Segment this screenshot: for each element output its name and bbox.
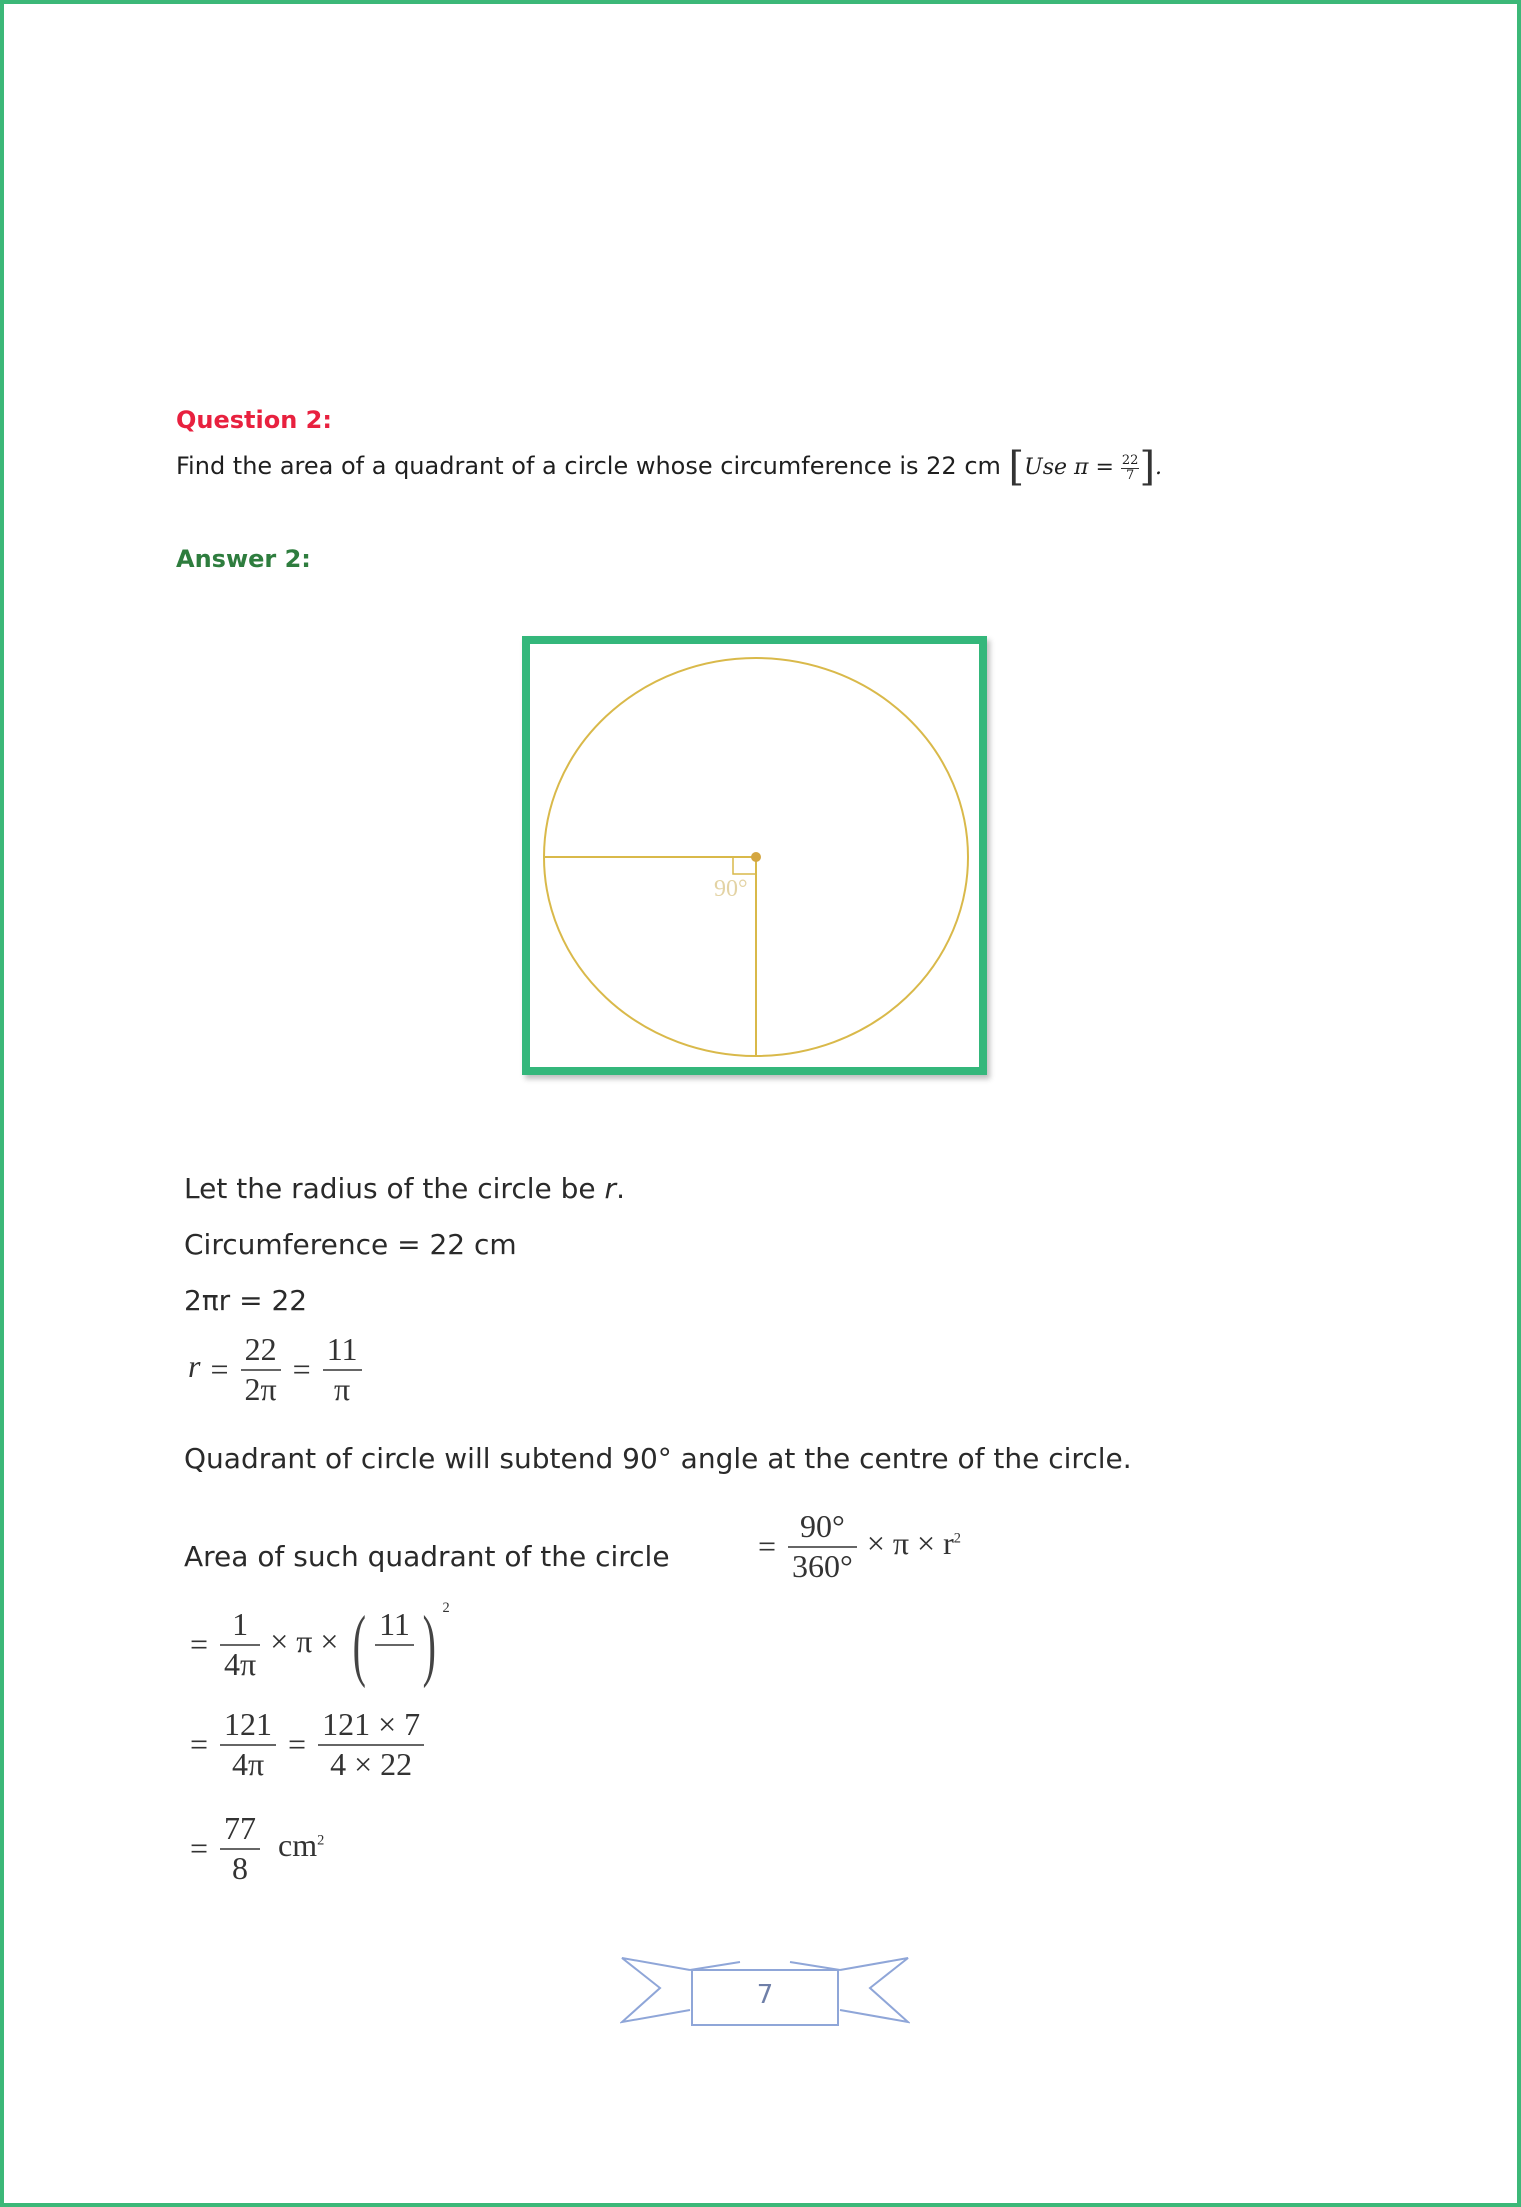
left-paren: ( <box>353 1600 367 1689</box>
radius-end: . <box>616 1172 625 1205</box>
exponent: 2 <box>953 1530 961 1547</box>
area-rest: × π × r <box>866 1524 954 1561</box>
solution-line-quadrant: Quadrant of circle will subtend 90° angle at the centre of the circle. <box>184 1442 1132 1475</box>
right-paren: ) <box>422 1600 436 1689</box>
hint-suffix: . <box>1155 455 1163 480</box>
denominator: 360° <box>792 1547 853 1584</box>
fraction-121x7-4x22 <box>318 1708 424 1781</box>
denominator: 4π <box>231 1745 265 1782</box>
area-step-2 <box>188 1708 426 1781</box>
question-text <box>176 444 1162 490</box>
right-bracket: ] <box>1139 444 1156 490</box>
area-result <box>188 1812 324 1885</box>
angle-label: 90° <box>714 876 748 902</box>
numerator: 11 <box>375 1608 414 1646</box>
numerator: 77 <box>220 1812 260 1850</box>
denominator: 4π <box>224 1645 257 1682</box>
equals-sign: = <box>210 1351 229 1388</box>
numerator: 22 <box>241 1333 281 1371</box>
numerator: 121 <box>220 1708 276 1746</box>
fraction-121-4pi <box>220 1708 276 1781</box>
fraction-11 <box>375 1608 414 1681</box>
equals-sign: = <box>190 1830 209 1867</box>
fraction-77-8 <box>220 1812 260 1885</box>
fraction-22-2pi <box>241 1333 281 1406</box>
question-title: Question 2: <box>176 406 332 434</box>
denominator <box>375 1646 414 1682</box>
exponent: 2 <box>317 1832 325 1849</box>
exponent: 2 <box>442 1600 450 1616</box>
fraction-11-pi <box>323 1333 362 1406</box>
area-formula <box>756 1510 961 1583</box>
solution-line-circumference: Circumference = 22 cm <box>184 1228 517 1261</box>
equals-sign: = <box>190 1626 209 1663</box>
numerator: 11 <box>323 1333 362 1371</box>
radius-var: r <box>604 1172 617 1205</box>
equals-sign: = <box>758 1528 777 1565</box>
area-step-1 <box>188 1600 450 1689</box>
hint-fraction <box>1121 454 1140 483</box>
solution-line-radius <box>184 1172 625 1205</box>
equals-sign: = <box>190 1726 209 1763</box>
solution-line-2pir: 2πr = 22 <box>184 1284 308 1317</box>
page-number: 7 <box>756 1980 774 2010</box>
circle-figure <box>522 636 987 1075</box>
unit-cm: cm <box>278 1826 318 1863</box>
step1-mid: × π × <box>270 1623 339 1659</box>
left-bracket: [ <box>1008 444 1025 490</box>
hint-denominator: 7 <box>1126 467 1135 483</box>
fraction-1-4pi <box>220 1608 260 1681</box>
numerator: 121 × 7 <box>318 1708 424 1746</box>
circle-quadrant-diagram <box>530 644 979 1067</box>
denominator: 8 <box>232 1849 249 1886</box>
denominator: 4 × 22 <box>330 1745 413 1782</box>
equals-sign: = <box>288 1726 307 1763</box>
hint-prefix: Use π = <box>1024 455 1114 480</box>
question-body: Find the area of a quadrant of a circle whose circumference is 22 cm <box>176 452 1001 480</box>
pi-hint <box>1008 444 1163 490</box>
hint-numerator: 22 <box>1121 452 1139 468</box>
page-number-ribbon <box>620 1950 910 2035</box>
fraction-90-360 <box>788 1510 857 1583</box>
answer-title: Answer 2: <box>176 545 311 573</box>
denominator: 2π <box>244 1370 277 1407</box>
numerator: 1 <box>220 1608 260 1646</box>
numerator: 90° <box>788 1510 857 1548</box>
equals-sign: = <box>292 1351 311 1388</box>
denominator: π <box>334 1370 351 1407</box>
radius-equation <box>188 1333 364 1406</box>
area-label: Area of such quadrant of the circle <box>184 1540 670 1573</box>
r-symbol: r <box>188 1347 201 1384</box>
radius-text: Let the radius of the circle be <box>184 1172 605 1205</box>
